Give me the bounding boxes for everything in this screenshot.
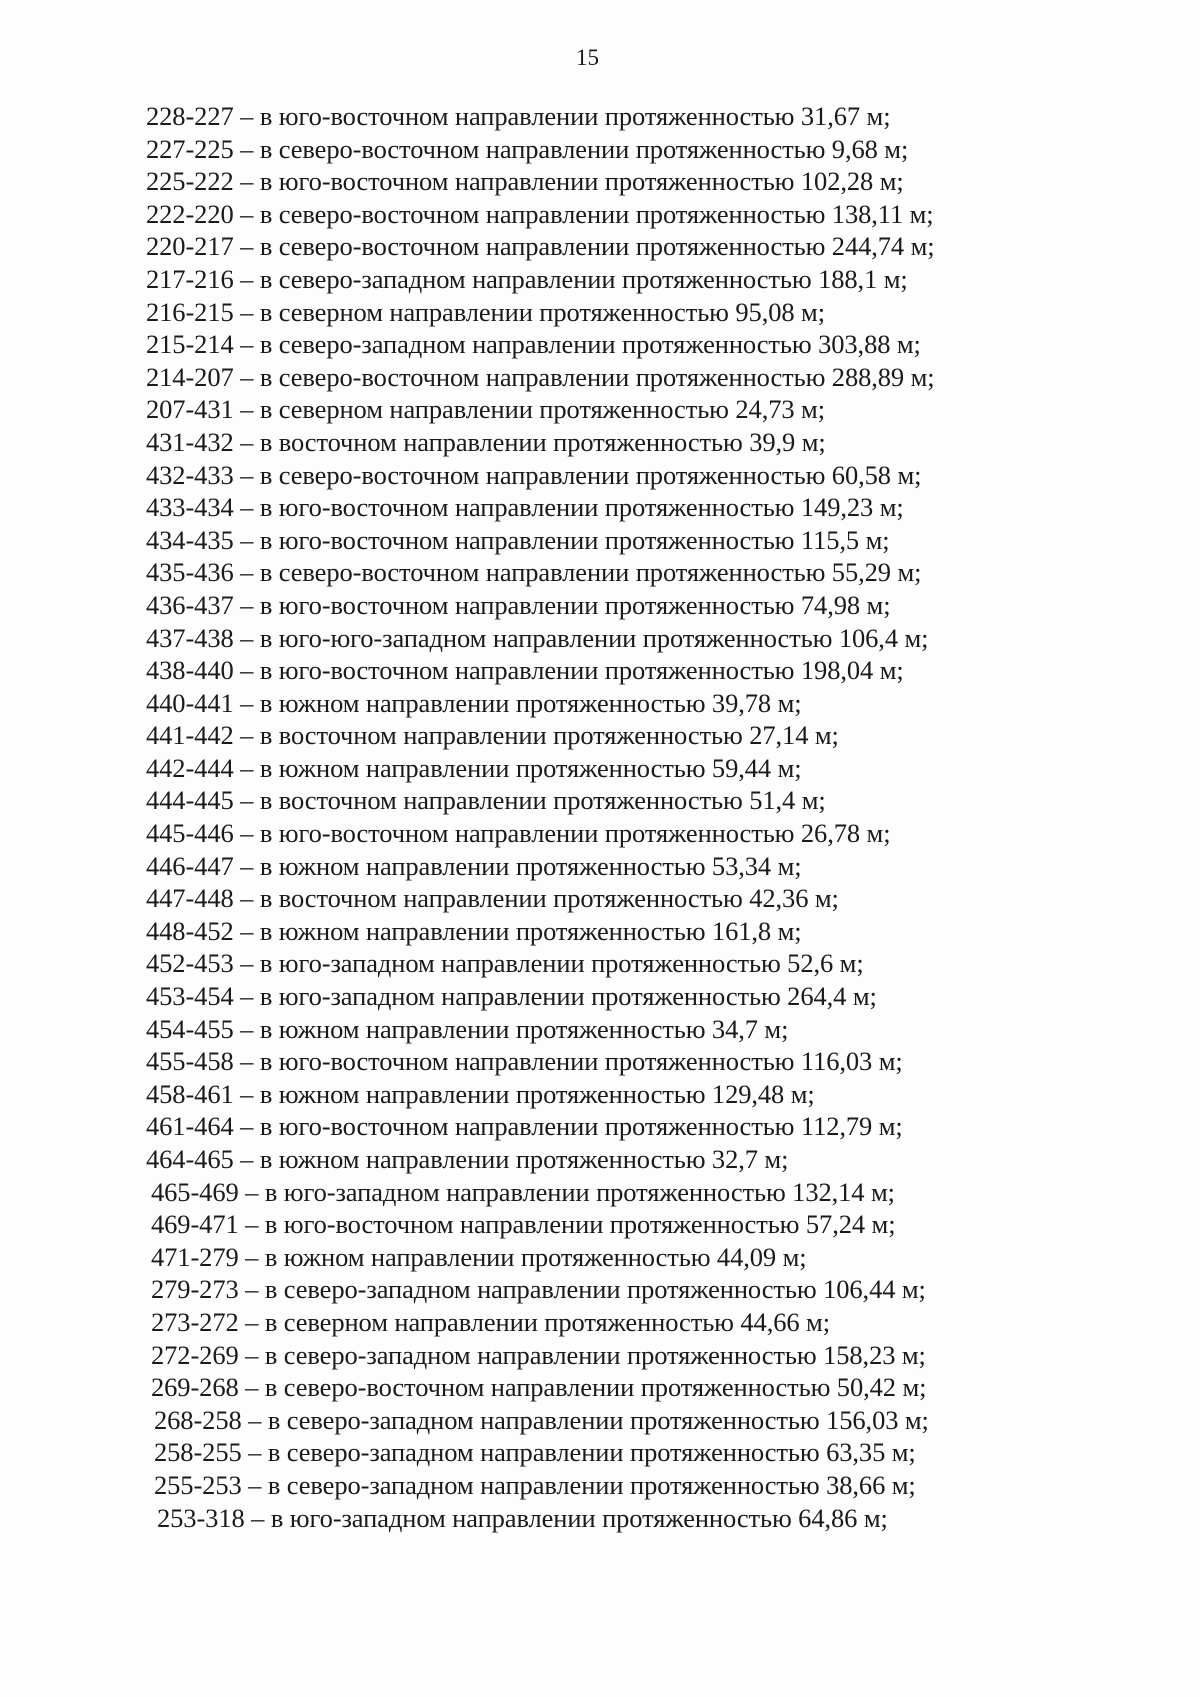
- segment-line: 437-438 – в юго-юго-западном направлении протяженностью 106,4 м;: [146, 622, 929, 653]
- segment-line: 464-465 – в южном направлении протяженностью 32,7 м;: [146, 1144, 789, 1174]
- segment-line: 435-436 – в северо-восточном направлении протяженностью 55,29 м;: [146, 557, 922, 588]
- segment-line: 447-448 – в восточном направлении протяженностью 42,36 м;: [146, 883, 839, 914]
- segment-line: 432-433 – в северо-восточном направлении протяженностью 60,58 м;: [146, 459, 922, 490]
- segment-line: 279-273 – в северо-западном направлении протяженностью 106,44 м;: [151, 1274, 926, 1305]
- boundary-segment-list: [0, 100, 1200, 1534]
- segment-line: 444-445 – в восточном направлении протяженностью 51,4 м;: [146, 785, 826, 816]
- segment-line: 461-464 – в юго-восточном направлении протяженностью 112,79 м;: [146, 1111, 903, 1142]
- segment-line: 471-279 – в южном направлении протяженностью 44,09 м;: [151, 1241, 807, 1272]
- segment-line: 253-318 – в юго-западном направлении протяженностью 64,86 м;: [157, 1502, 888, 1533]
- segment-line: 440-441 – в южном направлении протяженностью 39,78 м;: [146, 687, 802, 718]
- segment-line: 433-434 – в юго-восточном направлении протяженностью 149,23 м;: [146, 492, 904, 523]
- segment-line: 272-269 – в северо-западном направлении протяженностью 158,23 м;: [151, 1339, 926, 1370]
- segment-line: 269-268 – в северо-восточном направлении протяженностью 50,42 м;: [151, 1372, 927, 1403]
- segment-line: 222-220 – в северо-восточном направлении протяженностью 138,11 м;: [146, 198, 934, 229]
- segment-line: 258-255 – в северо-западном направлении протяженностью 63,35 м;: [154, 1437, 916, 1468]
- segment-line: 445-446 – в юго-восточном направлении протяженностью 26,78 м;: [146, 818, 891, 849]
- segment-line: 454-455 – в южном направлении протяженностью 34,7 м;: [146, 1013, 789, 1044]
- segment-line: 446-447 – в южном направлении протяженностью 53,34 м;: [146, 850, 802, 881]
- segment-line: 227-225 – в северо-восточном направлении протяженностью 9,68 м;: [146, 133, 909, 164]
- segment-line: 458-461 – в южном направлении протяженностью 129,48 м;: [146, 1078, 815, 1109]
- segment-line: 453-454 – в юго-западном направлении протяженностью 264,4 м;: [146, 981, 877, 1012]
- segment-line: 207-431 – в северном направлении протяженностью 24,73 м;: [146, 394, 825, 425]
- page-number: 15: [576, 45, 599, 70]
- segment-line: 215-214 – в северо-западном направлении протяженностью 303,88 м;: [146, 329, 921, 360]
- segment-line: 455-458 – в юго-восточном направлении протяженностью 116,03 м;: [146, 1046, 903, 1077]
- segment-line: 448-452 – в южном направлении протяженностью 161,8 м;: [146, 915, 802, 946]
- segment-line: 452-453 – в юго-западном направлении протяженностью 52,6 м;: [146, 948, 864, 979]
- segment-line: 220-217 – в северо-восточном направлении протяженностью 244,74 м;: [146, 231, 935, 262]
- segment-line: 216-215 – в северном направлении протяженностью 95,08 м;: [146, 296, 825, 327]
- segment-line: 268-258 – в северо-западном направлении протяженностью 156,03 м;: [154, 1404, 929, 1435]
- segment-line: 255-253 – в северо-западном направлении протяженностью 38,66 м;: [154, 1469, 916, 1500]
- segment-line: 225-222 – в юго-восточном направлении протяженностью 102,28 м;: [146, 166, 904, 197]
- segment-line: 273-272 – в северном направлении протяженностью 44,66 м;: [151, 1306, 830, 1337]
- segment-line: 442-444 – в южном направлении протяженностью 59,44 м;: [146, 752, 802, 783]
- segment-line: 228-227 – в юго-восточном направлении протяженностью 31,67 м;: [146, 101, 891, 131]
- segment-line: 217-216 – в северо-западном направлении протяженностью 188,1 м;: [146, 263, 908, 294]
- segment-line: 441-442 – в восточном направлении протяженностью 27,14 м;: [146, 720, 839, 751]
- segment-line: 434-435 – в юго-восточном направлении протяженностью 115,5 м;: [146, 524, 890, 555]
- segment-line: 214-207 – в северо-восточном направлении протяженностью 288,89 м;: [146, 361, 935, 392]
- segment-line: 436-437 – в юго-восточном направлении протяженностью 74,98 м;: [146, 589, 891, 620]
- segment-line: 469-471 – в юго-восточном направлении протяженностью 57,24 м;: [151, 1209, 896, 1240]
- segment-line: 465-469 – в юго-западном направлении протяженностью 132,14 м;: [151, 1176, 895, 1207]
- segment-line: 431-432 – в восточном направлении протяженностью 39,9 м;: [146, 426, 826, 457]
- segment-line: 438-440 – в юго-восточном направлении протяженностью 198,04 м;: [146, 655, 904, 686]
